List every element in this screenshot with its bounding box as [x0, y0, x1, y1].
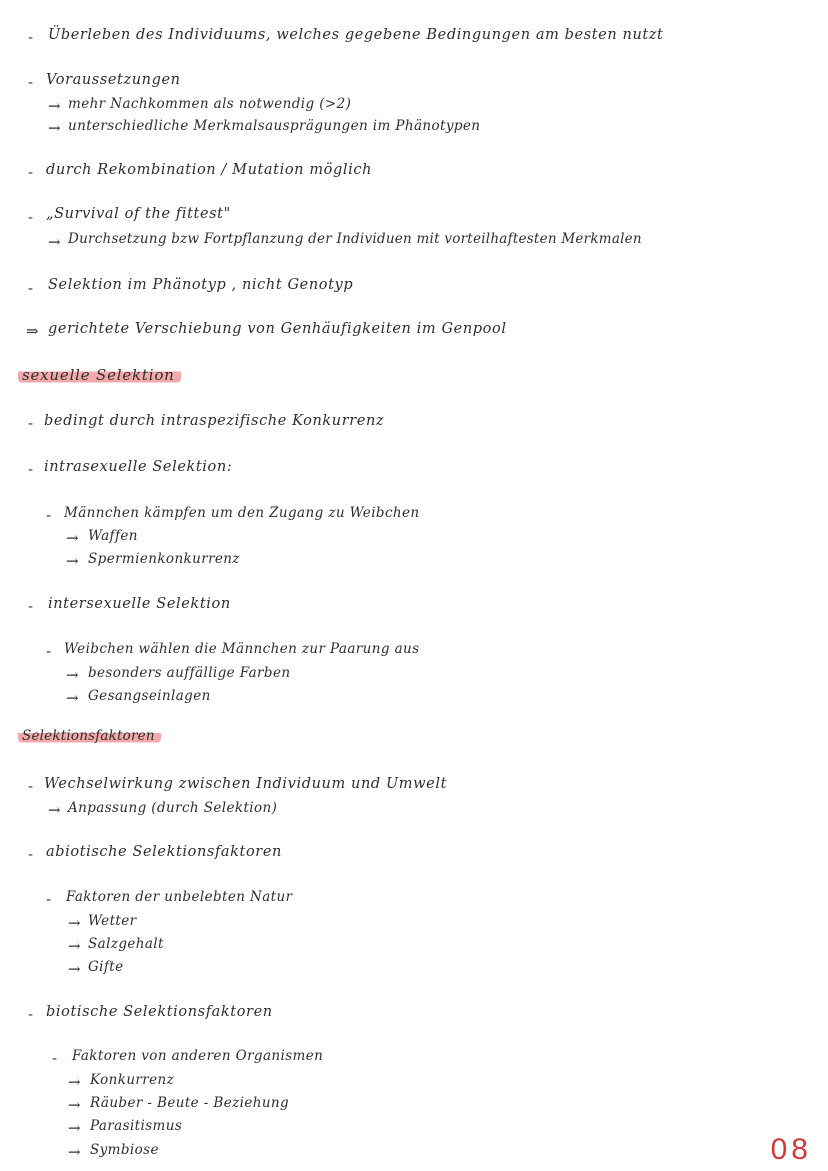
note-line: gerichtete Verschiebung von Genhäufigkeiten im Genpool	[48, 321, 507, 337]
note-line: Spermienkonkurrenz	[88, 551, 240, 567]
arrow-icon: →	[68, 960, 81, 978]
arrow-icon: →	[68, 1119, 81, 1137]
bullet-dash: -	[28, 28, 34, 46]
note-line: unterschiedliche Merkmalsausprägungen im Phänotypen	[68, 118, 481, 134]
arrow-icon: →	[66, 529, 79, 547]
note-line: intersexuelle Selektion	[48, 596, 231, 612]
note-line: Parasitismus	[90, 1118, 183, 1134]
bullet-dash: -	[28, 414, 34, 432]
note-line: Überleben des Individuums, welches gegebene Bedingungen am besten nutzt	[48, 27, 664, 43]
arrow-icon: →	[68, 1143, 81, 1161]
arrow-icon: ⇒	[26, 322, 39, 340]
arrow-icon: →	[68, 1073, 81, 1091]
bullet-dash: -	[28, 73, 34, 91]
arrow-icon: →	[66, 689, 79, 707]
arrow-icon: →	[48, 801, 61, 819]
note-line: besonders auffällige Farben	[88, 665, 291, 681]
note-line: durch Rekombination / Mutation möglich	[46, 162, 373, 178]
bullet-dash: -	[28, 777, 34, 795]
note-line: Selektion im Phänotyp , nicht Genotyp	[48, 277, 354, 293]
arrow-icon: →	[68, 937, 81, 955]
note-line: Wechselwirkung zwischen Individuum und Umwelt	[44, 776, 448, 792]
note-line: mehr Nachkommen als notwendig (>2)	[68, 96, 352, 112]
note-line: Gesangseinlagen	[88, 688, 211, 704]
note-line: Symbiose	[90, 1142, 159, 1158]
note-line: Faktoren der unbelebten Natur	[66, 889, 293, 905]
note-line: Konkurrenz	[90, 1072, 175, 1088]
arrow-icon: →	[48, 97, 61, 115]
bullet-dash: -	[28, 279, 34, 297]
page-number: 08	[770, 1133, 812, 1166]
note-line: Männchen kämpfen um den Zugang zu Weibchen	[64, 505, 420, 521]
bullet-dash: -	[28, 845, 34, 863]
section-heading-selection-factors: Selektionsfaktoren	[18, 728, 161, 744]
bullet-dash: -	[52, 1049, 58, 1067]
note-line: Anpassung (durch Selektion)	[68, 800, 278, 816]
note-line: Voraussetzungen	[46, 72, 181, 88]
bullet-dash: -	[28, 1005, 34, 1023]
note-line: bedingt durch intraspezifische Konkurrenz	[44, 413, 385, 429]
note-line: Faktoren von anderen Organismen	[72, 1048, 324, 1064]
arrow-icon: →	[68, 1096, 81, 1114]
arrow-icon: →	[68, 914, 81, 932]
arrow-icon: →	[66, 666, 79, 684]
bullet-dash: -	[46, 506, 52, 524]
bullet-dash: -	[46, 890, 52, 908]
note-line: Waffen	[88, 528, 138, 544]
note-line: intrasexuelle Selektion:	[44, 459, 233, 475]
bullet-dash: -	[28, 208, 34, 226]
note-line: „Survival of the fittest"	[46, 206, 231, 222]
bullet-dash: -	[28, 163, 34, 181]
note-line: Salzgehalt	[88, 936, 164, 952]
arrow-icon: →	[48, 119, 61, 137]
arrow-icon: →	[48, 233, 61, 251]
note-line: Wetter	[88, 913, 137, 929]
bullet-dash: -	[28, 597, 34, 615]
note-line: biotische Selektionsfaktoren	[46, 1004, 273, 1020]
arrow-icon: →	[66, 552, 79, 570]
note-line: Durchsetzung bzw Fortpflanzung der Individuen mit vorteilhaftesten Merkmalen	[68, 231, 642, 247]
note-line: Räuber - Beute - Beziehung	[90, 1095, 290, 1111]
note-line: abiotische Selektionsfaktoren	[46, 844, 282, 860]
note-line: Weibchen wählen die Männchen zur Paarung aus	[64, 641, 420, 657]
bullet-dash: -	[28, 460, 34, 478]
bullet-dash: -	[46, 642, 52, 660]
note-line: Gifte	[88, 959, 124, 975]
section-heading-sexual-selection: sexuelle Selektion	[18, 366, 181, 384]
